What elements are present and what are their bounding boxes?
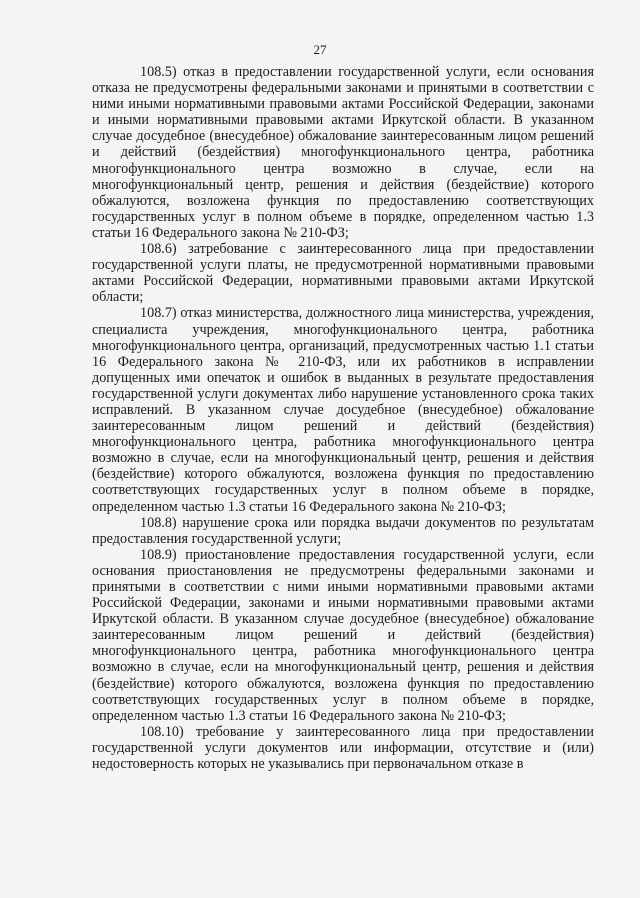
paragraph-108-8: 108.8) нарушение срока или порядка выдачи документов по результатам предоставления государственной услуги; bbox=[92, 514, 594, 547]
paragraph-108-5: 108.5) отказ в предоставлении государственной услуги, если основания отказа не предусмотрены федеральными законами и принятыми в соответствии с ними иными нормативными правовыми актами Российской Федерации, законами и иными нормативными правовыми актами Иркутской области. В указанном случае досудебное (внесудебное) обжалование заинтересованным лицом решений и действий (бездействия) многофункционального центра, работника многофункционального центра возможно в случае, если на многофункциональный центр, решения и действия (бездействие) которого обжалуются, возложена функция по предоставлению соответствующих государственных услуг в полном объеме в порядке, определенном частью 1.3 статьи 16 Федерального закона № 210-ФЗ; bbox=[92, 64, 594, 241]
paragraph-108-7: 108.7) отказ министерства, должностного лица министерства, учреждения, специалиста учреждения, многофункционального центра, работника многофункционального центра, организаций, предусмотренных частью 1.1 статьи 16 Федерального закона № 210-ФЗ, или их работников в исправлении допущенных ими опечаток и ошибок в выданных в результате предоставления государственной услуги документах либо нарушение установленного срока таких исправлений. В указанном случае досудебное (внесудебное) обжалование заинтересованным лицом решений и действий (бездействия) многофункционального центра, работника многофункционального центра возможно в случае, если на многофункциональный центр, решения и действия (бездействие) которого обжалуются, возложена функция по предоставлению соответствующих государственных услуг в полном объеме в порядке, определенном частью 1.3 статьи 16 Федерального закона № 210-ФЗ; bbox=[92, 305, 594, 515]
page-number: 27 bbox=[313, 42, 327, 57]
page-body bbox=[92, 64, 594, 772]
paragraph-108-10: 108.10) требование у заинтересованного лица при предоставлении государственной услуги документов или информации, отсутствие и (или) недостоверность которых не указывались при первоначальном отказе в bbox=[92, 723, 594, 773]
paragraph-108-6: 108.6) затребование с заинтересованного лица при предоставлении государственной услуги платы, не предусмотренной нормативными правовыми актами Российской Федерации, нормативными правовыми актами Иркутской области; bbox=[92, 241, 594, 306]
paragraph-108-9: 108.9) приостановление предоставления государственной услуги, если основания приостановления не предусмотрены федеральными законами и принятыми в соответствии с ними иными нормативными правовыми актами Российской Федерации, законами и иными нормативными правовыми актами Иркутской области. В указанном случае досудебное (внесудебное) обжалование заинтересованным лицом решений и действий (бездействия) многофункционального центра, работника многофункционального центра возможно в случае, если на многофункциональный центр, решения и действия (бездействие) которого обжалуются, возложена функция по предоставлению соответствующих государственных услуг в полном объеме в порядке, определенном частью 1.3 статьи 16 Федерального закона № 210-ФЗ; bbox=[92, 546, 594, 724]
